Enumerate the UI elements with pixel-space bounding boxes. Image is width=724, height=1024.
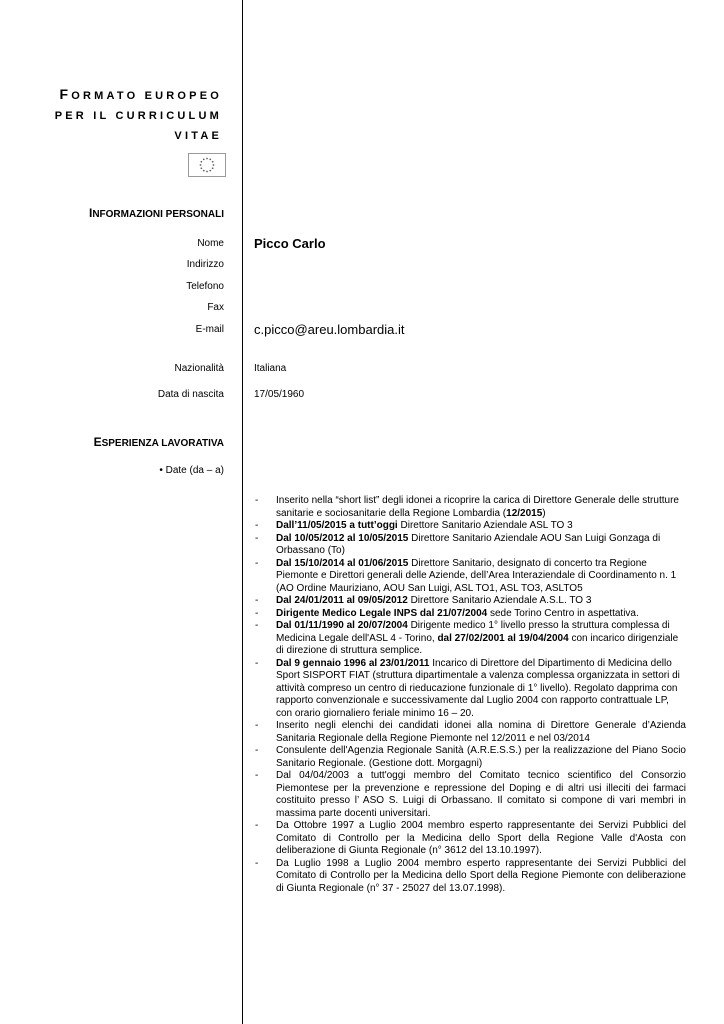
entry-text: Direttore Sanitario, designato di concerto tra Regione Piemonte e Direttori generali delle Aziende, dell’Area Interaziendale di Coordinamento n. 1 (AO Ordine Mauriziano, AOU San Luigi, ASL TO1, ASL TO3, ASLTO5 <box>276 557 677 594</box>
entry-text: 12/2015 <box>506 507 543 519</box>
list-item <box>254 720 686 745</box>
label-telefono: Telefono <box>186 281 224 292</box>
entry-text: Dirigente Medico Legale INPS dal 21/07/2004 <box>276 607 488 619</box>
value-nazionalita: Italiana <box>254 363 287 374</box>
section-heading-work: ESPERIENZA LAVORATIVA <box>93 435 224 449</box>
entry-text: Da Luglio 1998 a Luglio 2004 membro esperto rappresentante dei Servizi Pubblici del Comitato di Controllo per la Medicina dello Sport della Regione Piemonte con deliberazione di Giunta Regionale (n° 37 - 25027 del 13.07.1998). <box>276 857 686 894</box>
list-item <box>254 533 686 558</box>
list-item <box>254 745 686 770</box>
entry-text: Dal 24/01/2011 al 09/05/2012 <box>276 595 408 606</box>
value-nome: Picco Carlo <box>254 236 326 251</box>
title-line-3: VITAE <box>174 130 222 142</box>
entry-text: Direttore Sanitario Aziendale AOU San Luigi Gonzaga di Orbassano (To) <box>276 532 661 556</box>
entry-text: Direttore Sanitario Aziendale A.S.L. TO 3 <box>407 595 592 606</box>
eu-flag-icon <box>188 153 226 177</box>
section-heading-personal: INFORMAZIONI PERSONALI <box>88 206 224 220</box>
entry-text: Direttore Sanitario Aziendale ASL TO 3 <box>397 520 573 531</box>
value-data-nascita: 17/05/1960 <box>254 389 305 400</box>
list-item <box>254 658 686 721</box>
entry-text: Dal 9 gennaio 1996 al 23/01/2011 <box>276 657 430 669</box>
title-line-2: PER IL CURRICULUM <box>54 110 222 122</box>
entry-text: Inserito nella “short list” degli idonei a ricoprire la carica di Direttore Generale delle strutture sanitarie e sociosanitarie della Regione Lombardia ( <box>276 495 679 519</box>
entry-text: sede Torino Centro in aspettativa. <box>487 607 639 619</box>
list-item <box>254 620 686 658</box>
label-nazionalita: Nazionalità <box>174 363 224 374</box>
entry-text: Dal 10/05/2012 al 10/05/2015 <box>276 532 409 544</box>
label-nome: Nome <box>197 238 224 249</box>
entry-text: dal 27/02/2001 al 19/04/2004 <box>437 632 569 644</box>
list-item <box>254 608 686 621</box>
list-item <box>254 770 686 820</box>
entry-text: Inserito negli elenchi dei candidati idonei alla nomina di Direttore Generale d’Azienda Sanitaria Regionale della Regione Piemonte nel 12/2011 e nel 03/2014 <box>276 720 686 744</box>
list-item <box>254 558 686 596</box>
entry-text: Dal 04/04/2003 a tutt'oggi membro del Comitato tecnico scientifico del Consorzio Piemontese per la prevenzione e repressione del Doping e di altri usi illeciti dei farmaci costituito presso l’ ASO S. Luigi di Orbassano. Il comitato si compone di vari membri in massima parte docenti universitari. <box>276 770 686 819</box>
title-line-1: FORMATO EUROPEO <box>59 86 222 102</box>
label-date-range: • Date (da – a) <box>159 465 224 476</box>
label-fax: Fax <box>207 302 224 313</box>
list-item <box>254 495 686 520</box>
entry-text: Incarico di Direttore del Dipartimento di Medicina dello Sport SISPORT FIAT (struttura dipartimentale a valenza complessa organizzata in settori di attività compreso un centro di rieducazione funzionale di 1° livello). Regolato dapprima con rapporto convenzionale e successivamente dal Luglio 2004 con rapporto contrattuale LP, con orario giornaliero feriale minimo 16 – 20. <box>276 657 680 719</box>
list-item <box>254 520 686 533</box>
list-item <box>254 820 686 858</box>
entry-text: Da Ottobre 1997 a Luglio 2004 membro esperto rappresentante dei Servizi Pubblici del Comitato di Controllo per la Medicina dello Sport della Regione Valle d'Aosta con deliberazione di Giunta Regionale (n° 3612 del 13.10.1997). <box>276 820 686 856</box>
document-title <box>55 84 222 146</box>
value-email: c.picco@areu.lombardia.it <box>254 322 405 337</box>
entry-text: Dirigente medico 1° livello presso la struttura complessa di Medicina Legale dell'ASL 4 - Torino, <box>276 620 670 644</box>
work-experience-list <box>254 495 686 895</box>
entry-text: ) <box>542 507 546 519</box>
column-divider <box>242 0 243 1024</box>
entry-text: con incarico dirigenziale di direzione di struttura semplice. <box>276 632 679 656</box>
entry-text: Dall’11/05/2015 a tutt’oggi <box>276 520 398 531</box>
label-data-nascita: Data di nascita <box>157 389 224 400</box>
entry-text: Consulente dell'Agenzia Regionale Sanità (A.R.E.S.S.) per la realizzazione del Piano Socio Sanitario Regionale. (Gestione dott. Morgagni) <box>276 745 686 769</box>
label-email: E-mail <box>195 324 224 335</box>
entry-text: Dal 01/11/1990 al 20/07/2004 <box>276 620 408 631</box>
label-indirizzo: Indirizzo <box>186 259 224 270</box>
entry-text: Dal 15/10/2014 al 01/06/2015 <box>276 557 409 569</box>
list-item <box>254 858 686 896</box>
list-item <box>254 595 686 608</box>
